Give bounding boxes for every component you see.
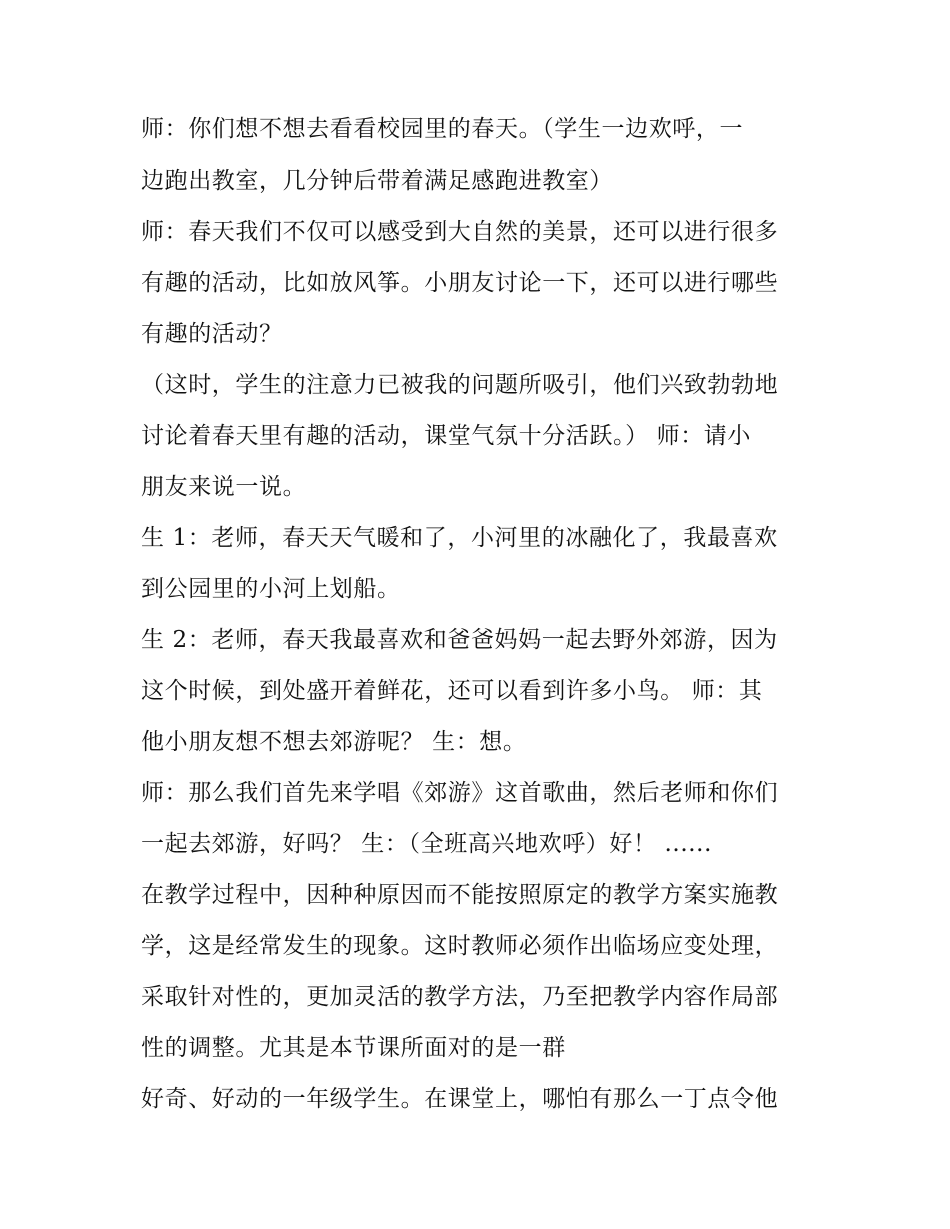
text-line: 采取针对性的，更加灵活的教学方法，乃至把教学内容作局部 (141, 984, 779, 1010)
text-line: 学，这是经常发生的现象。这时教师必须作出临场应变处理， (141, 933, 779, 959)
text-line: 一起去郊游，好吗？ 生：（全班高兴地欢呼）好！ ...... (141, 831, 712, 857)
text-line: 性的调整。尤其是本节课所面对的是一群 (141, 1035, 566, 1061)
text-line: 生 2：老师，春天我最喜欢和爸爸妈妈一起去野外郊游，因为 (141, 627, 778, 653)
text-line: 师：那么我们首先来学唱《郊游》这首歌曲，然后老师和你们 (141, 780, 779, 806)
text-line: 边跑出教室，几分钟后带着满足感跑进教室） (141, 168, 613, 194)
text-line: 有趣的活动？ (141, 321, 283, 347)
text-line: 师：你们想不想去看看校园里的春天。（学生一边欢呼，一 (141, 116, 744, 142)
text-line: 师：春天我们不仅可以感受到大自然的美景，还可以进行很多 (141, 219, 779, 245)
text-line: 讨论着春天里有趣的活动，课堂气氛十分活跃。） 师：请小 (141, 423, 752, 449)
text-line: （这时，学生的注意力已被我的问题所吸引，他们兴致勃勃地 (141, 372, 779, 398)
text-line: 在教学过程中，因种种原因而不能按照原定的教学方案实施教 (141, 882, 779, 908)
text-line: 生 1：老师，春天天气暖和了，小河里的冰融化了，我最喜欢 (141, 525, 778, 551)
text-line: 他小朋友想不想去郊游呢？ 生：想。 (141, 729, 527, 755)
text-line: 这个时候，到处盛开着鲜花，还可以看到许多小鸟。 师：其 (141, 678, 763, 704)
text-line: 有趣的活动，比如放风筝。小朋友讨论一下，还可以进行哪些 (141, 270, 779, 296)
text-line: 朋友来说一说。 (141, 474, 307, 500)
text-line: 到公园里的小河上划船。 (141, 576, 401, 602)
text-line: 好奇、好动的一年级学生。在课堂上，哪怕有那么一丁点令他 (141, 1086, 779, 1112)
